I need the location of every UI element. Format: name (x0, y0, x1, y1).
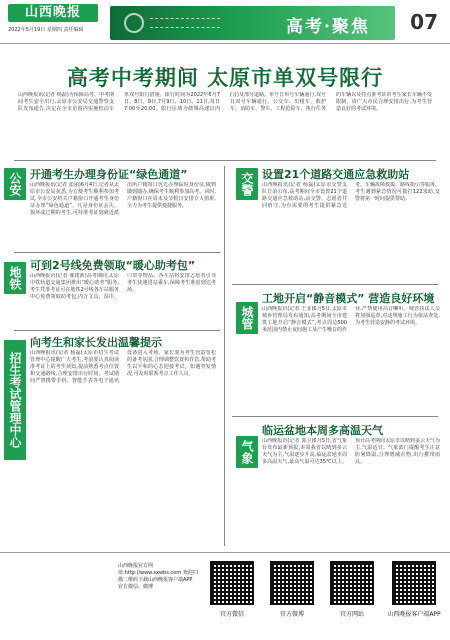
newspaper-logo: 山西晚报 (8, 4, 98, 22)
main-headline: 高考中考期间 太原市单双号限行 (66, 66, 384, 90)
divider (14, 160, 436, 161)
column-divider (224, 166, 225, 546)
lead-article-text: 山西晚报讯(记者 杨磊)为保障高考、中考期间考生安全出行,太原市公安局交通警察支队发布通告,决定在全市范围内实施机动车单双号限行措施。限行时间为2022年6月7日、8日、9日,7月9日、10日、11日,每日7:00至20:00。限行区域为绕城高速以内(含)及部分道路。单号日单号车辆通行,双号日双号车辆通行。公交车、出租车、救护车、消防车、警车、工程抢险车、执行任务的车辆以及持有准考证的考生家长车辆不受限制。请广大市民合理安排出行,为考生营造良好的考试环境。 (18, 92, 432, 112)
divider (232, 416, 438, 417)
tag-ditie: 地铁 (4, 262, 26, 294)
section-banner (110, 6, 395, 40)
gongan-text: 山西晚报讯(记者 张丽)6月4日,记者从太原市公安局获悉,为方便考生顺利参加考试,全市公安机关户籍窗口开通考生身份证办理“绿色通道”。凡是身份证丢失、损坏或过期的考生,可持准考证到就近派出所户籍窗口优先办理临时身份证,做到随到随办,确保考生顺利参加高考。同时,户籍窗口在周末及节假日安排专人值班,全力为考生提供便捷服务。 (30, 182, 216, 216)
page-number: 07 (410, 10, 438, 34)
qr-code-icon[interactable] (270, 561, 314, 605)
zhaokao-title: 向考生和家长发出温馨提示 (30, 336, 162, 349)
qr-code-icon[interactable] (392, 561, 436, 605)
ditie-text: 山西晚报讯(记者 郝建新)高考期间,太原中铁轨道交通集团推出“暖心助考”服务,考生凭准考证可在地铁2号线各车站服务中心免费领取助考包,内含文具、湿巾、口罩等物品。各车站将安排志愿者引导考生快速进站乘车,保障考生准时到达考场。 (30, 273, 216, 300)
banner-title: 高考·聚焦 (286, 17, 370, 37)
jiaojing-text: 山西晚报讯(记者 杨磊)太原市交警支队日前公布,高考期间全市设置21个道路交通应急救助站,由交警、志愿者共同值守,为有需要的考生提供紧急送考、车辆故障救援、路线指引等服务。考生遇到紧急情况可拨打122求助,交警将第一时间提供帮助。 (262, 182, 440, 209)
zhaokao-text: 山西晚报讯(记者 杨磊)太原市招生考试管理中心提醒广大考生,考前要认真阅读准考证上的考生须知,提前熟悉考点位置和交通路线,合理安排出行时间。考试期间严禁携带手机、智能手表等电子通讯设备进入考场。家长要为考生营造宽松的备考氛围,合理调整饮食和作息,帮助考生以平和的心态迎接考试。如遇突发情况,可及时联系考点工作人员。 (30, 350, 216, 384)
qr-label: 官方网站 (339, 611, 364, 618)
qr-label: 官方微博 (279, 611, 304, 618)
gongan-title: 开通考生办理身份证“绿色通道” (30, 168, 188, 181)
qr-code-icon[interactable] (210, 561, 254, 605)
tag-jiaojing: 交警 (236, 168, 258, 200)
divider (14, 330, 220, 331)
qixiang-text: 山西晚报讯(记者 郭卫)6月5日,省气象台发布最新预报,本周我省以晴到多云天气为主,气温逐步升高,临运盆地本周多高温天气,最高气温可达35℃以上。预计高考期间太原市以晴到多云天气为主,气温适宜。气象部门提醒考生注意防暑降温,合理增减衣物,出行携带雨具。 (262, 438, 440, 465)
banner-decoration (150, 18, 220, 28)
tag-zhaokao: 招生考试管理中心 (4, 340, 26, 460)
jiaojing-title: 设置21个道路交通应急救助站 (262, 168, 410, 181)
chengguan-title: 工地开启“静音模式” 营造良好环境 (262, 292, 435, 305)
banner-circle-icon (124, 13, 144, 33)
tag-gongan: 公安 (4, 168, 26, 200)
qr-label: 官方微信 (219, 611, 244, 618)
footer-info: 山西晚报官方网址:http://www.sxwbs.com 欢迎扫描二维码下载山西晚报客户端APP 官方微信、微博 (118, 563, 198, 590)
masthead (0, 0, 450, 44)
divider (14, 252, 220, 253)
chengguan-text: 山西晚报讯(记者 王菲)6月5日,太原市城乡管理局发布通知,高考期间全市建筑工地开启“静音模式”,考点周边500米范围内禁止夜间施工及产生噪音的作业,严禁使用高音喇叭。城管执法人员将加强巡查,对违规施工行为依法查处,为考生营造安静的考试环境。 (262, 306, 440, 333)
edition-info: 2022年5月19日 星期四 责任编辑 (8, 27, 84, 33)
qixiang-title: 临运盆地本周多高温天气 (262, 424, 383, 437)
tag-chengguan: 城管 (236, 302, 258, 334)
divider (232, 284, 438, 285)
tag-qixiang: 气象 (236, 436, 258, 468)
ditie-title: 可到2号线免费领取“暖心助考包” (30, 259, 196, 272)
qr-code-icon[interactable] (330, 561, 374, 605)
qr-label: 山西晚报客户端APP (387, 611, 441, 618)
footer (0, 552, 450, 640)
